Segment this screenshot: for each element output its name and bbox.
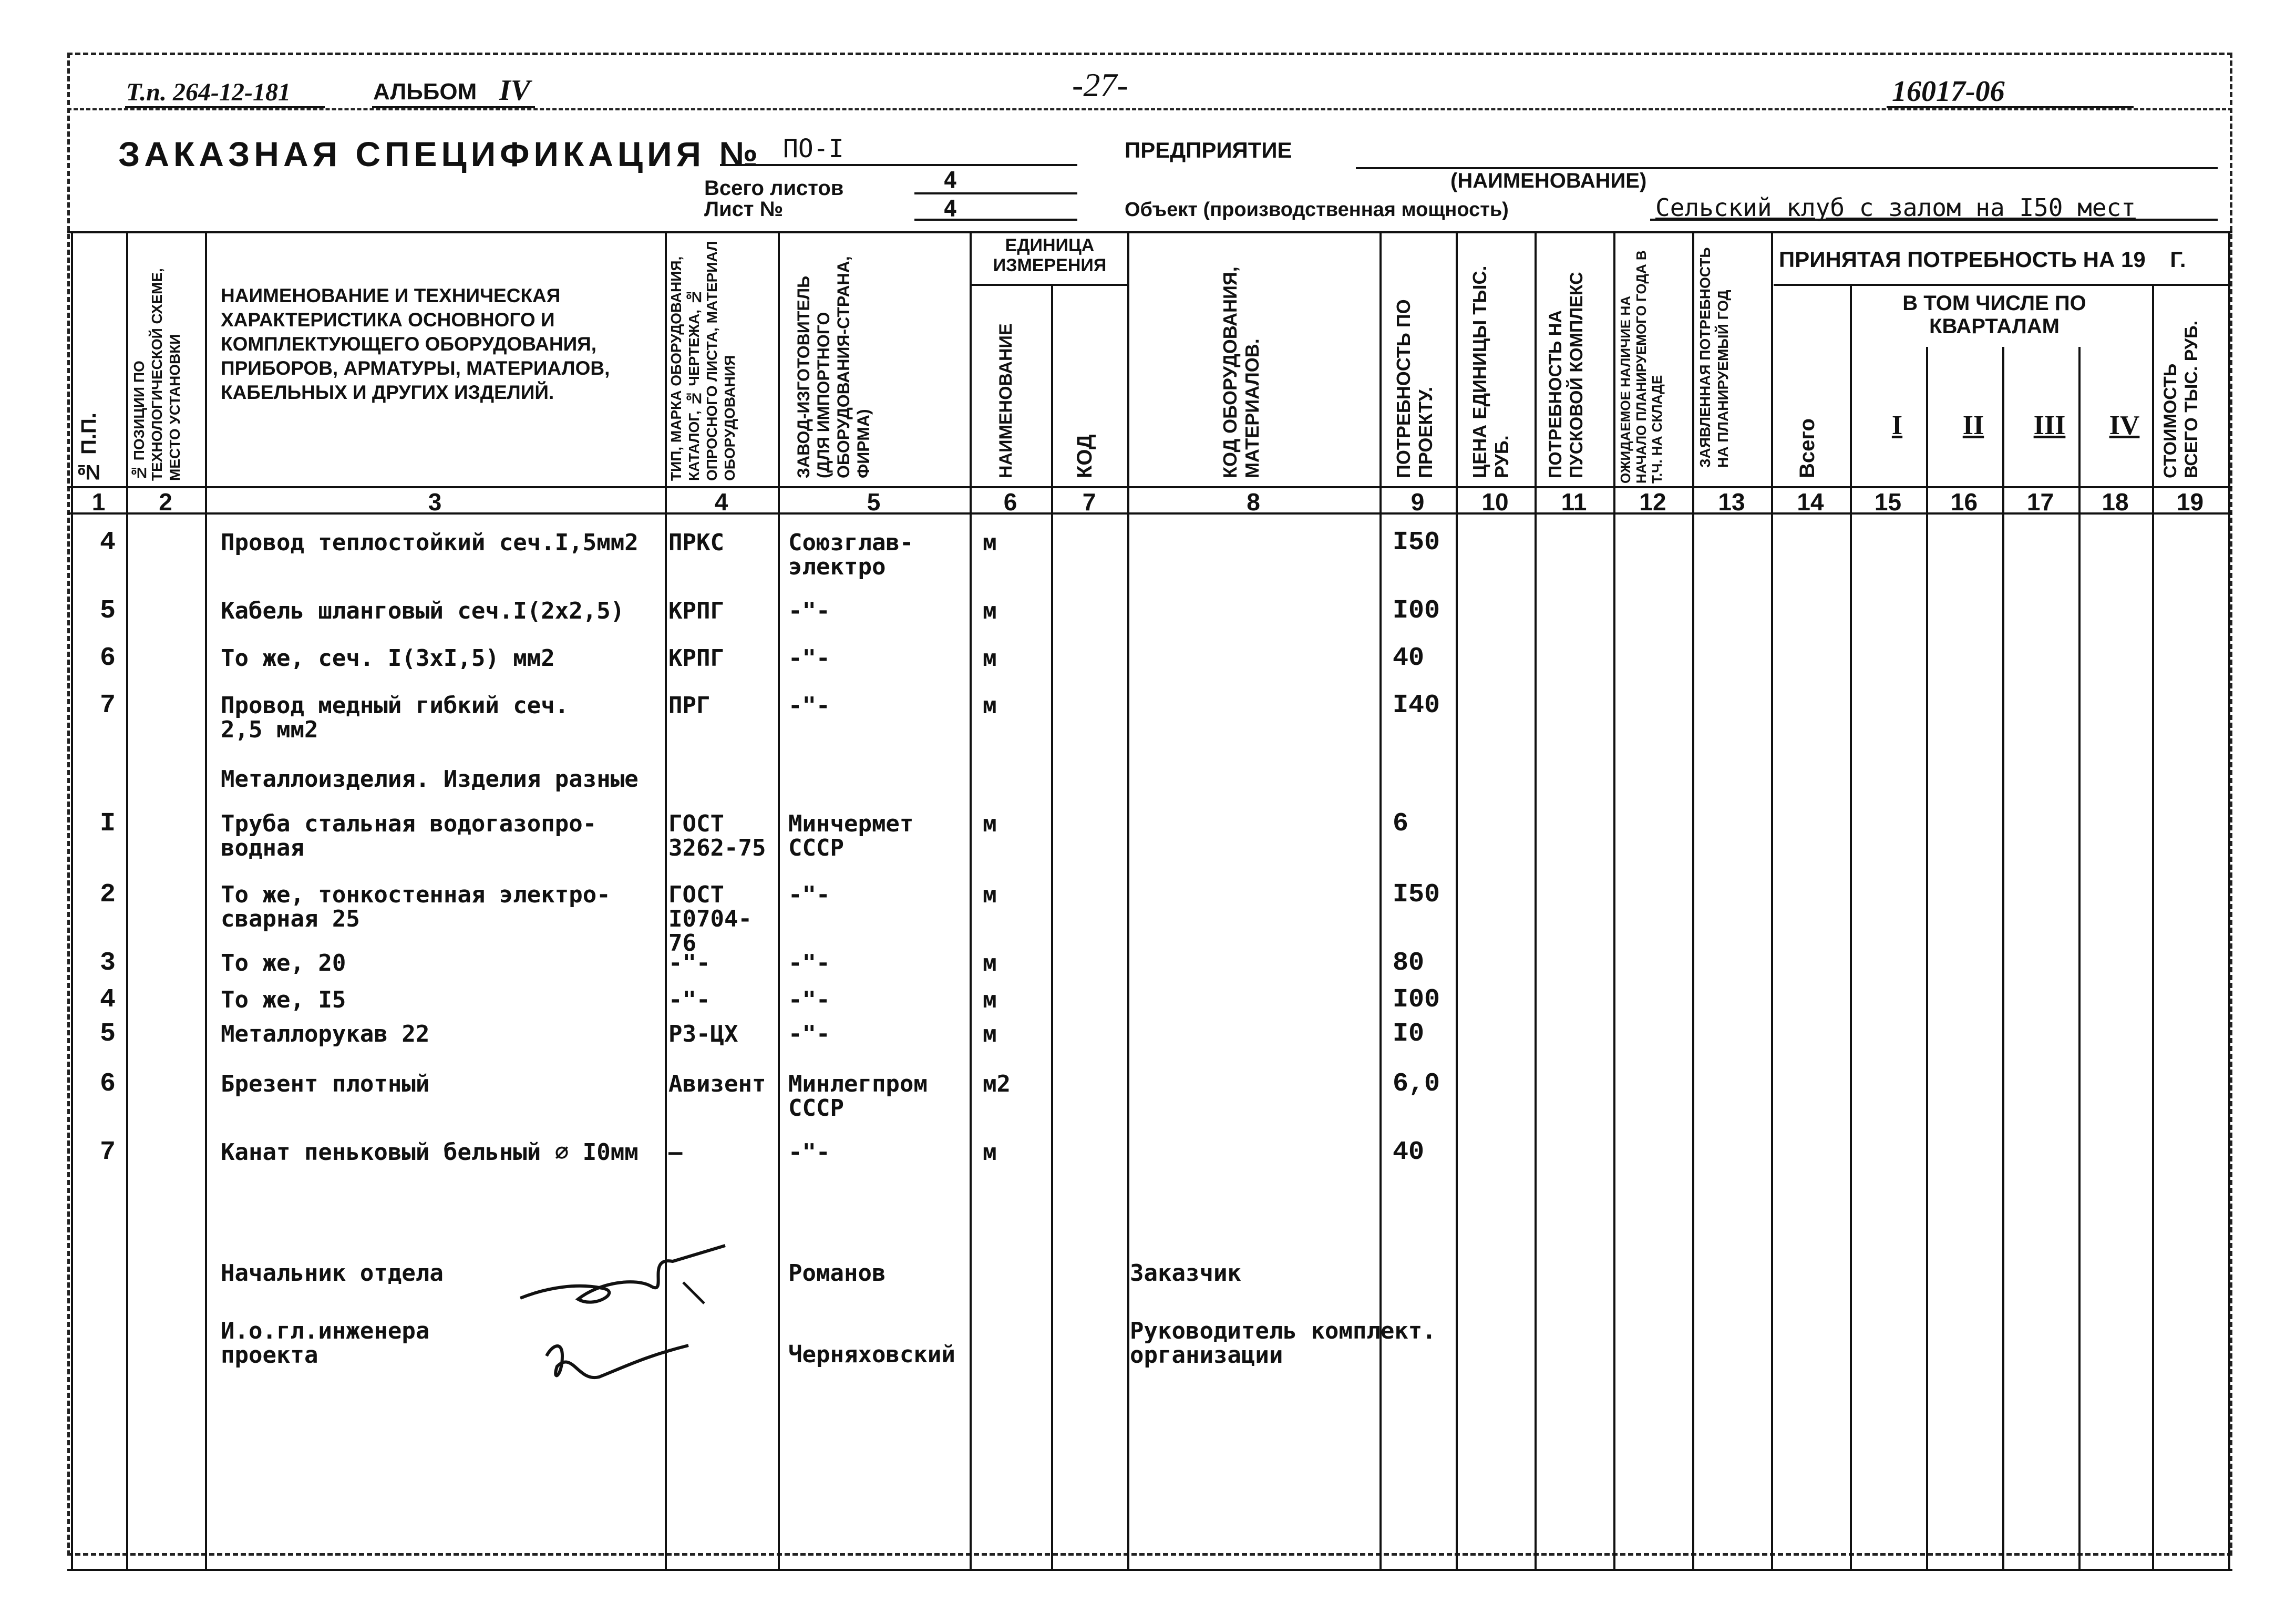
col-header-unit-group: ЕДИНИЦА ИЗМЕРЕНИЯ xyxy=(993,235,1107,275)
item-maker: Союзглав- электро xyxy=(788,529,914,580)
col-header-1: № П.П. xyxy=(77,413,100,484)
item-unit: м xyxy=(983,810,997,837)
item-type: Авизент xyxy=(668,1071,766,1097)
col-header-12: ОЖИДАЕМОЕ НАЛИЧИЕ НА НАЧАЛО ПЛАНИРУЕМОГО ГОДА В Т.Ч. НА СКЛАДЕ xyxy=(1618,250,1665,484)
item-name: Труба стальная водогазопро- водная xyxy=(221,810,597,861)
item-unit: м xyxy=(983,692,997,719)
enterprise-label: ПРЕДПРИЯТИЕ xyxy=(1125,138,1292,162)
row-number: I xyxy=(99,809,116,839)
col-header-4: ТИП, МАРКА ОБОРУДОВАНИЯ, КАТАЛОГ, № ЧЕРТЕЖА, № ОПРОСНОГО ЛИСТА, МАТЕРИАЛ ОБОРУДОВАНИЯ xyxy=(668,241,738,481)
item-type: -"- xyxy=(668,950,711,976)
row-number: 6 xyxy=(99,1069,116,1099)
col-header-18: IV xyxy=(2109,410,2140,440)
col-header-2: № ПОЗИЦИИ ПО ТЕХНОЛОГИЧЕСКОЙ СХЕМЕ, МЕСТО УСТАНОВКИ xyxy=(131,268,183,481)
sheets-total-label: Всего листов xyxy=(704,177,844,200)
item-type: ГОСТ I0704-76 xyxy=(668,881,752,957)
sheet-number-label: Лист № xyxy=(704,198,784,221)
col-header-15: I xyxy=(1891,410,1903,440)
item-type: ПРКС xyxy=(668,529,724,556)
row-number: 2 xyxy=(99,880,116,910)
item-unit: м xyxy=(983,1139,997,1166)
row-number: 5 xyxy=(99,1019,116,1049)
item-name: Брезент плотный xyxy=(221,1071,430,1097)
project-code: Т.п. 264-12-181 xyxy=(126,78,291,106)
item-unit: м xyxy=(983,1021,997,1047)
item-quantity: I50 xyxy=(1393,880,1440,910)
spec-number: ПО-I xyxy=(783,134,844,163)
item-unit: м xyxy=(983,529,997,556)
item-type: -"- xyxy=(668,986,711,1013)
column-number: 2 xyxy=(159,488,172,516)
col-header-6: НАИМЕНОВАНИЕ xyxy=(996,323,1016,478)
accepted-need-header: ПРИНЯТАЯ ПОТРЕБНОСТЬ НА 19 Г. xyxy=(1779,247,2186,272)
item-type: ГОСТ 3262-75 xyxy=(668,810,766,861)
sheet-number: 4 xyxy=(943,196,957,222)
item-quantity: 40 xyxy=(1393,1137,1425,1167)
col-header-8: КОД ОБОРУДОВАНИЯ, МАТЕРИАЛОВ. xyxy=(1219,266,1263,478)
item-name: То же, I5 xyxy=(221,986,346,1013)
name-label: (НАИМЕНОВАНИЕ) xyxy=(1450,169,1647,192)
row-number: 4 xyxy=(99,528,116,558)
item-name: Канат пеньковый бельный ∅ I0мм xyxy=(221,1139,639,1166)
item-name: Металлорукав 22 xyxy=(221,1021,430,1047)
chief-name: Романов xyxy=(788,1260,886,1287)
album-number: IV xyxy=(499,74,531,107)
gip-title: И.о.гл.инженера проекта xyxy=(221,1318,430,1369)
column-number: 9 xyxy=(1410,488,1425,516)
item-maker: -"- xyxy=(788,1139,830,1166)
item-quantity: 80 xyxy=(1393,948,1425,978)
column-number: 8 xyxy=(1247,488,1260,516)
item-maker: -"- xyxy=(788,881,830,908)
item-maker: -"- xyxy=(788,986,830,1013)
item-maker: -"- xyxy=(788,598,830,624)
item-maker: -"- xyxy=(788,645,830,672)
col-header-16: II xyxy=(1962,410,1984,440)
col-header-5: ЗАВОД-ИЗГОТОВИТЕЛЬ (ДЛЯ ИМПОРТНОГО ОБОРУДОВАНИЯ-СТРАНА, ФИРМА) xyxy=(794,256,873,478)
column-number: 14 xyxy=(1797,488,1824,516)
item-quantity: 6 xyxy=(1393,809,1409,839)
sheets-total: 4 xyxy=(943,167,957,194)
item-type: ПРГ xyxy=(668,692,711,719)
item-maker: -"- xyxy=(788,692,830,719)
gip-name: Черняховский xyxy=(788,1341,955,1368)
column-number: 19 xyxy=(2176,488,2204,516)
item-maker: -"- xyxy=(788,1021,830,1047)
col-header-14: Всего xyxy=(1796,418,1819,478)
item-quantity: I00 xyxy=(1393,985,1440,1015)
column-number: 5 xyxy=(867,488,881,516)
item-quantity: 6,0 xyxy=(1393,1069,1440,1099)
item-name: Металлоизделия. Изделия разные xyxy=(221,766,639,793)
object-value: Сельский клуб с залом на I50 мест xyxy=(1655,193,2136,222)
item-unit: м xyxy=(983,950,997,976)
item-unit: м xyxy=(983,881,997,908)
item-quantity: 40 xyxy=(1393,643,1425,673)
column-number: 17 xyxy=(2026,488,2054,516)
item-quantity: I00 xyxy=(1393,596,1440,626)
item-name: Провод теплостойкий сеч.I,5мм2 xyxy=(221,529,639,556)
column-number: 13 xyxy=(1718,488,1745,516)
column-number: 10 xyxy=(1481,488,1509,516)
chief-signature xyxy=(515,1240,736,1314)
item-quantity: I0 xyxy=(1393,1019,1425,1049)
spec-title: ЗАКАЗНАЯ СПЕЦИФИКАЦИЯ № xyxy=(118,135,762,173)
row-number: 4 xyxy=(99,985,116,1015)
col-header-19: СТОИМОСТЬ ВСЕГО ТЫС. РУБ. xyxy=(2160,321,2201,478)
item-type: КРПГ xyxy=(668,598,724,624)
page-number: -27- xyxy=(1072,66,1128,104)
col-header-11: ПОТРЕБНОСТЬ НА ПУСКОВОЙ КОМПЛЕКС xyxy=(1546,272,1587,478)
item-name: Кабель шланговый сеч.I(2х2,5) xyxy=(221,598,625,624)
col-header-10: ЦЕНА ЕДИНИЦЫ ТЫС. РУБ. xyxy=(1469,265,1512,478)
table-top-border xyxy=(67,231,2232,233)
item-quantity: I50 xyxy=(1393,528,1440,558)
item-name: То же, 20 xyxy=(221,950,346,976)
quarters-header: В ТОМ ЧИСЛЕ ПО КВАРТАЛАМ xyxy=(1902,292,2086,338)
item-name: Провод медный гибкий сеч. 2,5 мм2 xyxy=(221,692,569,743)
chief-title: Начальник отдела xyxy=(221,1260,444,1287)
item-name: То же, тонкостенная электро- сварная 25 xyxy=(221,881,611,932)
item-quantity: I40 xyxy=(1393,691,1440,721)
customer-label: Заказчик xyxy=(1130,1260,1241,1287)
item-maker: Минлегпром СССР xyxy=(788,1071,928,1122)
column-number: 15 xyxy=(1874,488,1902,516)
column-number: 3 xyxy=(428,488,442,516)
row-number: 7 xyxy=(99,1137,116,1167)
item-unit: м xyxy=(983,598,997,624)
column-number: 12 xyxy=(1639,488,1666,516)
supplier-label: Руководитель комплект. организации xyxy=(1130,1318,1436,1369)
row-number: 5 xyxy=(99,596,116,626)
row-number: 7 xyxy=(99,691,116,721)
column-number: 18 xyxy=(2102,488,2129,516)
col-header-7: КОД xyxy=(1073,434,1096,478)
item-type: – xyxy=(668,1139,683,1166)
item-name: То же, сеч. I(3хI,5) мм2 xyxy=(221,645,555,672)
col-header-17: III xyxy=(2033,410,2066,440)
gip-signature xyxy=(541,1335,699,1398)
column-number: 7 xyxy=(1082,488,1096,516)
col-header-9: ПОТРЕБНОСТЬ ПО ПРОЕКТУ. xyxy=(1393,299,1436,478)
item-maker: -"- xyxy=(788,950,830,976)
item-maker: Минчермет СССР xyxy=(788,810,914,861)
column-number: 6 xyxy=(1003,488,1017,516)
item-unit: м xyxy=(983,645,997,672)
item-type: РЗ-ЦХ xyxy=(668,1021,738,1047)
document-code: 16017-06 xyxy=(1892,75,2005,108)
column-number: 1 xyxy=(91,488,106,516)
item-type: КРПГ xyxy=(668,645,724,672)
album-label: АЛЬБОМ xyxy=(373,79,477,105)
col-header-3: НАИМЕНОВАНИЕ И ТЕХНИЧЕСКАЯ ХАРАКТЕРИСТИКА ОСНОВНОГО И КОМПЛЕКТУЮЩЕГО ОБОРУДОВАНИЯ, ПРИБОРОВ, АРМАТУРЫ, МАТЕРИАЛОВ, КАБЕЛЬНЫХ И ДРУГИХ ИЗДЕЛИЙ. xyxy=(221,285,610,403)
object-label: Объект (производственная мощность) xyxy=(1125,199,1509,221)
column-number: 11 xyxy=(1561,488,1587,516)
row-number: 3 xyxy=(99,948,116,978)
column-number: 4 xyxy=(714,488,728,516)
column-number: 16 xyxy=(1950,488,1978,516)
col-header-13: ЗАЯВЛЕННАЯ ПОТРЕБНОСТЬ НА ПЛАНИРУЕМЫЙ ГОД xyxy=(1697,247,1731,468)
item-unit: м xyxy=(983,986,997,1013)
item-unit: м2 xyxy=(983,1071,1011,1097)
row-number: 6 xyxy=(99,643,116,673)
